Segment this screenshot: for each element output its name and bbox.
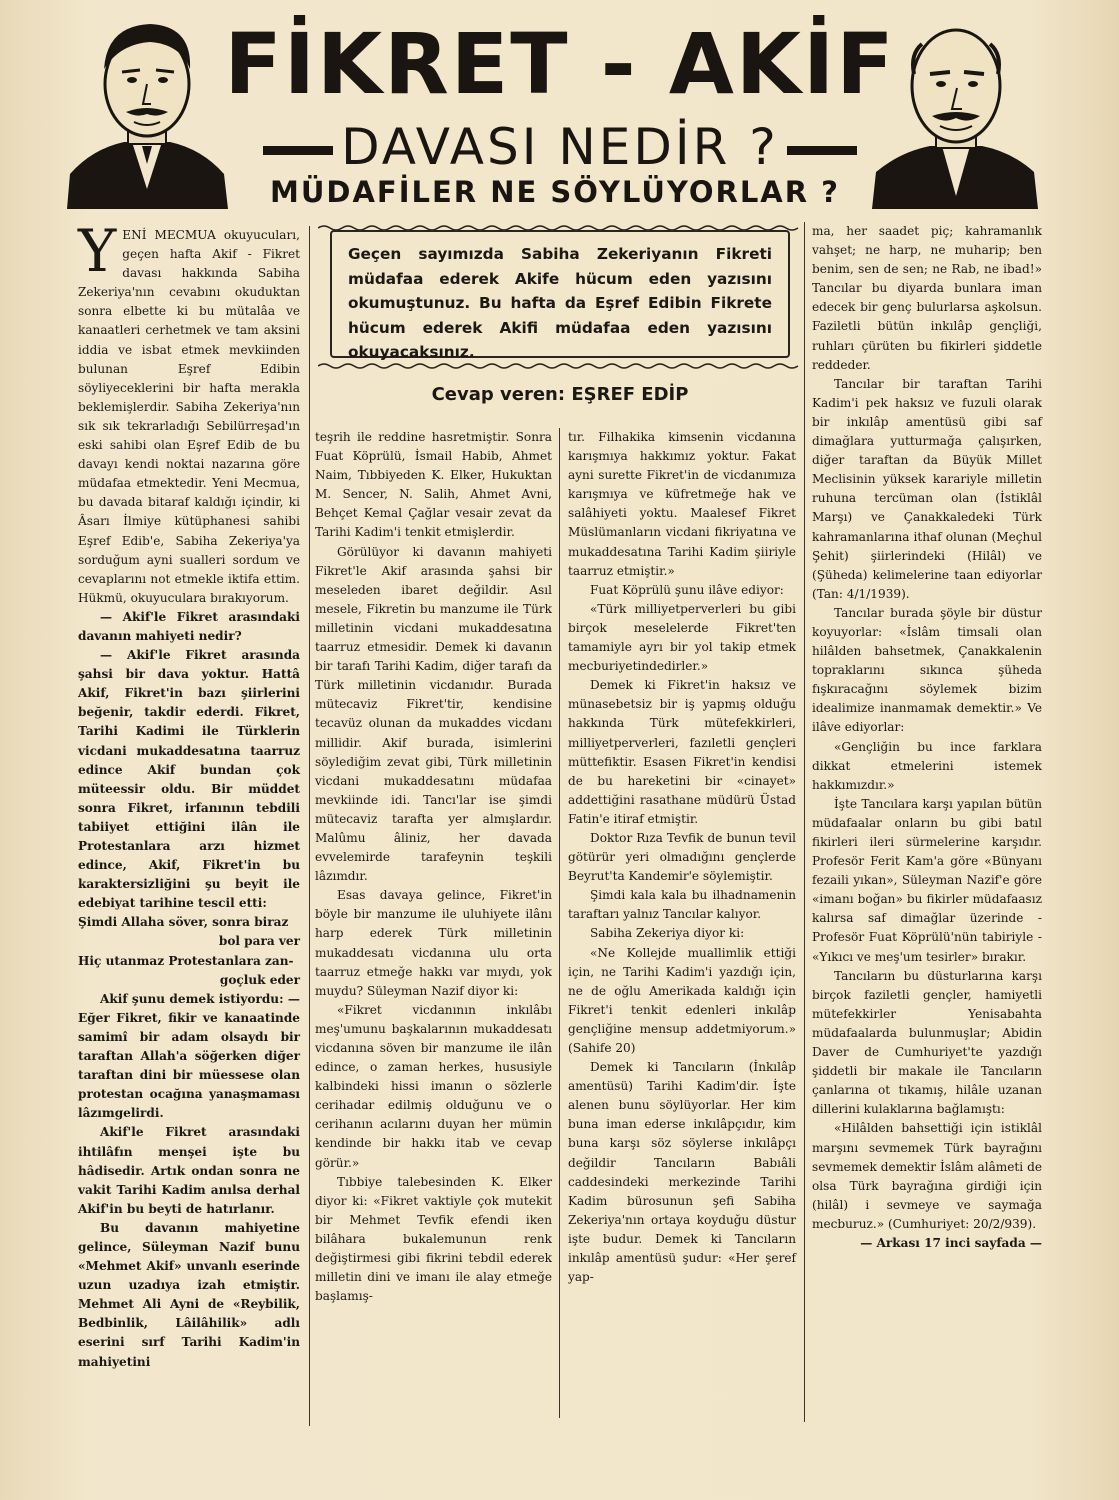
paragraph: Tancılar burada şöyle bir düstur koyuyorlar: «İslâm timsali olan hilâlden bahsetmek, Çanakkalenin topraklarını sıkınca şüheda fışkıracağını söylemek bizim idealimize inanmamak demektir.» Ve ilâve ediyorlar: xyxy=(812,605,1042,735)
quote-paragraph: «Fikret vicdanının inkılâbı meş'umunu başkalarının mukaddesatı vicdanına söven bir manzume ile ilân edince, o zaman herkes, hususiyle kalbindeki hissi imanın o sözlerle cerihadar edilmiş olduğunu ve o cerihanın acılarını duyan her mümin kendinde bir hakkı itab ve cevap görür.» xyxy=(315,1002,552,1170)
quote-paragraph: «Gençliğin bu ince farklara dikkat etmelerini istemek hakkımızdır.» xyxy=(812,739,1042,792)
paragraph: Akif'le Fikret arasındaki ihtilâfın menşei işte bu hâdisedir. Artık ondan sonra ne vakit Tarihi Kadim anılsa derhal Akif'in bu beyti de hatırlanır. xyxy=(78,1125,300,1216)
paragraph: Doktor Rıza Tevfik de bunun tevil götürür yeri olmadığını gençlerde Beyrut'ta Kandemir'e söylemiştir. xyxy=(568,830,796,884)
paragraph: Şimdi kala kala bu ilhadnamenin taraftarı yalnız Tancılar kalıyor. xyxy=(568,888,796,922)
byline: Cevap veren: EŞREF EDİP xyxy=(431,384,689,405)
wavy-border-bottom xyxy=(318,362,802,370)
column-divider xyxy=(804,222,805,1422)
paragraph: İşte Tancılara karşı yapılan bütün müdafaalar onların bu gibi batıl fikirleri ileri sürmelerine karşıdır. Profesör Ferit Kam'a göre «Bünyanı fezaili yıkan», Süleyman Nazif'e göre «imanı boğan» bu fikirler müdafaasız kalırsa saf dimağlar üzerinde - Profesör Fuat Köprülü'nün tabiriyle - «Yıkıcı ve meş'um tesirler» bırakır. xyxy=(812,796,1042,964)
paragraph: Sabiha Zekeriya diyor ki: xyxy=(590,926,745,941)
drop-cap: Y xyxy=(78,217,117,285)
paragraph: Akif şunu demek istiyordu: — Eğer Fikret, fikir ve kanaatinde samimî bir adam olsaydı bir taraftan Allah'a söğerken diğer taraftan dini bir müessese olan protestan ocağına yanaşmaması lâzımgelirdi. xyxy=(78,991,300,1121)
column-divider xyxy=(309,226,310,1426)
quote-paragraph: «Türk milliyetperverleri bu gibi birçok meselelerde Fikret'ten tamamiyle ayrı bir yol takip etmek mecburiyetindedirler.» xyxy=(568,601,796,674)
paragraph: Esas davaya gelince, Fikret'in böyle bir manzume ile uluhiyete ilânı harp ederek Türk milletinin mukaddesatı vicdanına ulu orta taarruz etmeğe hakkı var mıydı, yok muydu? Süleyman Nazif diyor ki: xyxy=(315,888,552,998)
article-column-4 xyxy=(812,222,1042,1253)
article-column-3 xyxy=(568,428,796,1287)
answer-paragraph: — Akif'le Fikret arasında şahsi bir dava yoktur. Hattâ Akif, Fikret'in bazı şiirlerini beğenir, takdir ederdi. Fikret, Tarihi Kadimi ile Türklerin vicdani mukaddesatına taarruz edince Akif bundan çok müteessir oldu. Bir müddet sonra Fikret, irfanının tebdili tabiiyet ettiğini ilân ile Protestanlara arzı hizmet edince, Akif, Fikret'in bu karaktersizliğini şu beyit ile edebiyat tarihine tescil etti: xyxy=(78,648,300,911)
quote-paragraph: «Hilâlden bahsettiği için istiklâl marşını sevmemek Türk bayrağını sevmemek demektir İslâm alâmeti de olsa Türk bayrağına girdiği için (hilâl) i sevmeye ve saymağa mecburuz.» (Cumhuriyet: 20/2/939). xyxy=(812,1121,1042,1231)
continued-footer: — Arkası 17 inci sayfada — xyxy=(860,1235,1042,1250)
paragraph: Fuat Köprülü şunu ilâve ediyor: xyxy=(590,582,784,597)
paragraph: teşrih ile reddine hasretmiştir. Sonra Fuat Köprülü, İsmail Habib, Ahmet Naim, Tıbbiyeden K. Elker, Hukuktan M. Sencer, N. Salih, Ahmet Avni, Behçet Kemal Çağlar vesair zevat da Tarihi Kadim'i tenkit etmişlerdir. xyxy=(315,430,552,540)
paragraph: Demek ki Fikret'in haksız ve münasebetsiz bir iş yapmış olduğu hakkında Türk mütefekkirleri, milliyetperverleri, fazıletli gençleri müttefiktir. Esasen Fikret'in kendisi de bu hareketini bir «cinayet» addettiğini rasathane müdürü Üstad Fatin'e itiraf etmiştir. xyxy=(568,678,796,826)
paragraph: tır. Filhakika kimsenin vicdanına karışmıya hakkımız yoktur. Fakat ayni surette Fikret'in de vicdanımıza karışmıya ve küfretmeğe hak ve salâhiyeti yoktu. Maalesef Fikret Müslümanların vicdani fikriyatına ve mukaddesatına Tarihi Kadim şiiriyle taarruz etmiştir.» xyxy=(568,430,796,578)
quote-paragraph: «Ne Kollejde muallimlik ettiği için, ne Tarihi Kadim'i yazdığı için, ne de oğlu Amerikada kaldığı için Fikret'i tenkit edenleri inkılâp gençliğine mensup addetmiyorum.» (Sahife 20) xyxy=(568,945,796,1055)
intro-paragraph xyxy=(78,217,300,608)
paragraph: Tancıların bu düsturlarına karşı birçok faziletli gençler, hamiyetli mütefekkirler Yenisabahta müdafaalarda bulunmuşlar; Abidin Daver de Cumhuriyet'te yazdığı şiddetli bir makale ile Tancıların çanlarına ot tıkamış, hilâle uzanan dillerini kulaklarına bağlamıştı: xyxy=(812,968,1042,1117)
verse-line-1: Şimdi Allaha söver, sonra biraz xyxy=(78,915,289,930)
article-column-2 xyxy=(315,428,552,1306)
article-column-1 xyxy=(78,217,300,1372)
fikret-portrait-illustration xyxy=(62,14,232,209)
right-rule xyxy=(787,146,857,155)
question-paragraph: — Akif'le Fikret arasındaki davanın mahiyeti nedir? xyxy=(78,609,300,643)
headline-subtitle-2: MÜDAFİLER NE SÖYLÜYORLAR ? xyxy=(269,175,841,209)
subtitle-text: DAVASI NEDİR ? xyxy=(341,118,779,176)
paragraph: Bu davanın mahiyetine gelince, Süleyman Nazif bunu «Mehmet Akif» unvanlı eserinde uzun uzadıya izah etmiştir. Mehmet Ali Ayni de «Reybilik, Bedbinlik, Lâilâhilik» adlı eserini sırf Tarihi Kadim'in mahiyetini xyxy=(78,1220,300,1369)
paragraph: ma, her saadet piç; kahramanlık vahşet; ne harp, ne muharip; ben benim, sen de sen; ne Rab, ne ibad!» Tancılar bu diyarda bunlara iman edecek bir genç bulurlarsa aşkolsun. Faziletli bütün inkılâp gençliği, ruhları çürüten bu fikirleri şiddetle reddeder. xyxy=(812,224,1042,372)
headline-subtitle xyxy=(240,118,880,176)
intro-paragraph-text: ENİ MECMUA okuyucuları, geçen hafta Akif - Fikret davası hakkında Sabiha Zekeriya'nın cevabını okuduktan sonra elbette ki bu mütalâa ve kanaatleri cerhetmek ve tam aksini iddia ve isbat etmek mevkiinden bulunan Eşref Edibin söyliyeceklerini bir hafta merakla beklemişlerdir. Sabiha Zekeriya'nın sık sık tekrarladığı Sebilürreşad'ın eski sahibi olan Eşref Edib de bu davayı kendi noktai nazarına göre müdafaa etmektedir. Yeni Mecmua, bu davada bitaraf kaldığı içindir, ki Âsarı İlmiye kütüphanesi sahibi Eşref Edib'e, Sabiha Zekeriya'ya sorduğum ayni sualleri sordum ve cevaplarını not etmekle iktifa ettim. Hükmü, okuyuculara bırakıyorum. xyxy=(78,228,300,605)
paragraph: Tancılar bir taraftan Tarihi Kadim'i pek haksız ve fuzuli olarak bir inkılâp amentüsü gibi saf dimağlara yutturmağa çalışırken, diğer taraftan da Büyük Millet Meclisinin yüksek karariyle milletin ruhuna tercüman olan (İstiklâl Marşı) ve Çanakkaledeki Türk kahramanlarına ithaf olunan (Meçhul Şehit) şiirlerindeki (Hilâl) ve (Şüheda) kelimelerine taan ediyorlar (Tan: 4/1/1939). xyxy=(812,376,1042,601)
headline-title: FİKRET - AKİF xyxy=(224,15,896,113)
paragraph: Tıbbiye talebesinden K. Elker diyor ki: «Fikret vaktiyle çok mutekit bir Mehmet Tevfik efendi iken bilâhara bukalemunun renk değiştirmesi gibi fikrini tebdil ederek milletin dini ve imanı ile alay etmeğe başlamış- xyxy=(315,1174,552,1304)
intro-box: Geçen sayımızda Sabiha Zekeriyanın Fikreti müdafaa ederek Akife hücum eden yazısını okumuştunuz. Bu hafta da Eşref Edibin Fikrete hücum ederek Akifi müdafaa eden yazısını okuyacaksınız. xyxy=(330,230,790,358)
verse-line-2: bol para ver xyxy=(218,934,300,949)
paragraph: Demek ki Tancıların (İnkılâp amentüsü) Tarihi Kadim'dir. İşte alenen bunu söylüyorlar. Her kim buna iman ederse inkılâpçıdır, kim buna karşı söz söylerse inkılâpçı değildir Tancıların Babıâli caddesindeki merkezinde Tarihi Kadim bürosunun şefi Sabiha Zekeriya'nın ortaya koyduğu düstur işte budur. Demek ki Tancıların inkılâp amentüsü şudur: «Her şeref yap- xyxy=(568,1060,796,1285)
verse-line-3: Hiç utanmaz Protestanlara zan- xyxy=(78,953,294,968)
paragraph: Görülüyor ki davanın mahiyeti Fikret'le Akif arasında şahsi bir meseleden ibaret değildir. Asıl mesele, Fikretin bu manzume ile Türk milletinin vicdani mukaddesatına taarruz etmesidir. Demek ki davanın bir tarafı Tarihi Kadim, diğer tarafı da Türk milletinin vicdanıdır. Burada mütecaviz Fikret'tir, kendisine tecavüz olunan da mukaddes vicdanı millidir. Akif burada, isimlerini söylediğim zevat gibi, Türk milletinin vicdani mukaddesatını müdafaa mevkiinde idi. Tancı'lar ise şimdi mütecaviz tarafta yer almışlardır. Malûmu âliniz, her davada evvelemirde tarafeynin teşkili lâzımdır. xyxy=(315,544,552,884)
verse-quote xyxy=(78,913,300,989)
column-divider xyxy=(559,428,560,1418)
left-rule xyxy=(263,146,333,155)
verse-line-4: goçluk eder xyxy=(219,972,300,987)
